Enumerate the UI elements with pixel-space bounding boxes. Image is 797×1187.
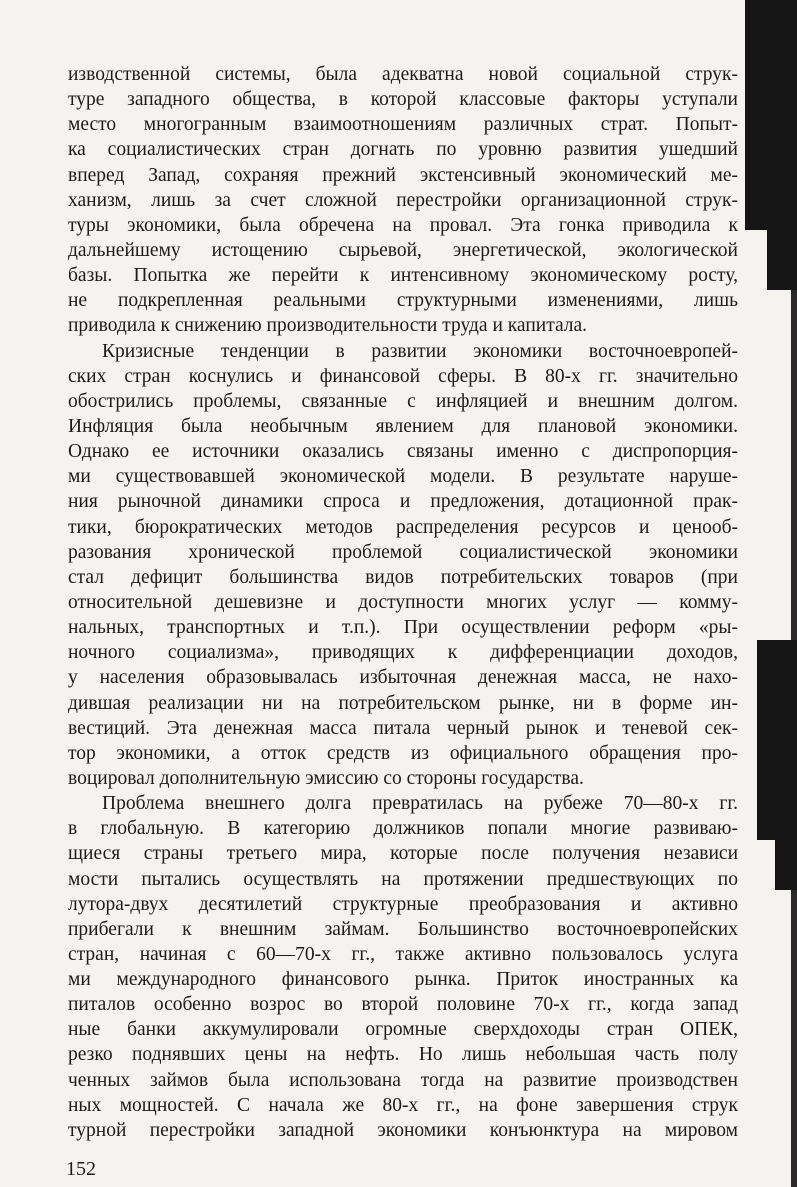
text-line: не подкрепленная реальными структурными изменениями, лишь (68, 290, 738, 312)
text-line: ных мощностей. С начала же 80-х гг., на фоне завершения струк (68, 1094, 738, 1116)
scan-edge-shadow-middle (757, 640, 797, 840)
scan-edge-shadow-top (745, 0, 797, 230)
scan-edge-shadow-top-taper (767, 230, 797, 290)
text-line: в глобальную. В категорию должников попали многие развиваю- (68, 818, 738, 840)
text-line: дившая реализации ни на потребительском рынке, ни в форме ин- (68, 692, 738, 714)
text-line: ми существовавшей экономической модели. В результате наруше- (68, 466, 738, 488)
text-line: вестиций. Эта денежная масса питала черный рынок и теневой сек- (68, 717, 738, 739)
text-line: тор экономики, а отток средств из официального обращения про- (68, 742, 738, 764)
text-line: питалов особенно возрос во второй половине 70-х гг., когда запад (68, 994, 738, 1016)
text-line: базы. Попытка же перейти к интенсивному экономическому росту, (68, 265, 738, 287)
text-line: место многогранным взаимоотношениям различных страт. Попыт- (68, 114, 738, 136)
text-line: ских стран коснулись и финансовой сферы. В 80-х гг. значительно (68, 365, 738, 387)
text-line: прибегали к внешним займам. Большинство восточноевропейских (68, 918, 738, 940)
text-line: воцировал дополнительную эмиссию со стороны государства. (68, 767, 584, 789)
text-line: Инфляция была необычным явлением для плановой экономики. (68, 415, 738, 437)
paragraph (68, 62, 738, 339)
paragraph (68, 339, 738, 792)
text-line: резко поднявших цены на нефть. Но лишь небольшая часть полу (68, 1044, 738, 1066)
text-line: лутора-двух десятилетий структурные преобразования и активно (68, 893, 738, 915)
page-number: 152 (66, 1158, 96, 1180)
paragraph (68, 791, 738, 1143)
text-line: у населения образовывалась избыточная денежная масса, не нахо- (68, 667, 738, 689)
text-line: Кризисные тенденции в развитии экономики восточноевропей- (102, 340, 738, 362)
text-line: щиеся страны третьего мира, которые после получения независи (68, 843, 738, 865)
text-line: стран, начиная с 60—70-х гг., также активно пользовалось услуга (68, 943, 738, 965)
body-text (68, 62, 738, 1143)
text-line: ные банки аккумулировали огромные сверхдоходы стран ОПЕК, (68, 1019, 738, 1041)
text-line: ченных займов была использована тогда на развитие производствен (68, 1069, 738, 1091)
text-line: обострились проблемы, связанные с инфляцией и внешним долгом. (68, 390, 738, 412)
scan-edge-shadow-middle-taper (775, 840, 797, 890)
text-line: ка социалистических стран догнать по уровню развития ушедший (68, 139, 738, 161)
text-line: разования хронической проблемой социалистической экономики (68, 541, 738, 563)
text-line: нальных, транспортных и т.п.). При осуществлении реформ «ры- (68, 617, 738, 639)
text-line: туры экономики, была обречена на провал. Эта гонка приводила к (68, 214, 738, 236)
text-line: ночного социализма», приводящих к дифференциации доходов, (68, 642, 738, 664)
text-line: приводила к снижению производительности труда и капитала. (68, 315, 588, 337)
text-line: изводственной системы, была адекватна новой социальной струк- (68, 64, 738, 85)
text-line: тики, бюрократических методов распределения ресурсов и ценооб- (68, 516, 738, 538)
text-line: стал дефицит большинства видов потребительских товаров (при (68, 566, 738, 588)
text-line: ми международного финансового рынка. Приток иностранных ка (68, 969, 738, 991)
text-line: ханизм, лишь за счет сложной перестройки организационной струк- (68, 189, 738, 211)
text-line: Однако ее источники оказались связаны именно с диспропорция- (68, 441, 738, 463)
text-line: вперед Запад, сохраняя прежний экстенсивный экономический ме- (68, 164, 738, 186)
text-line: Проблема внешнего долга превратилась на рубеже 70—80-х гг. (102, 793, 738, 815)
text-line: дальнейшему истощению сырьевой, энергетической, экологической (68, 239, 738, 261)
text-line: относительной дешевизне и доступности многих услуг — комму- (68, 591, 738, 613)
text-line: турной перестройки западной экономики конъюнктура на мировом (68, 1119, 738, 1141)
text-line: ния рыночной динамики спроса и предложения, дотационной прак- (68, 491, 738, 513)
text-line: мости пытались осуществлять на протяжении предшествующих по (68, 868, 738, 890)
text-line: туре западного общества, в которой классовые факторы уступали (68, 89, 738, 111)
